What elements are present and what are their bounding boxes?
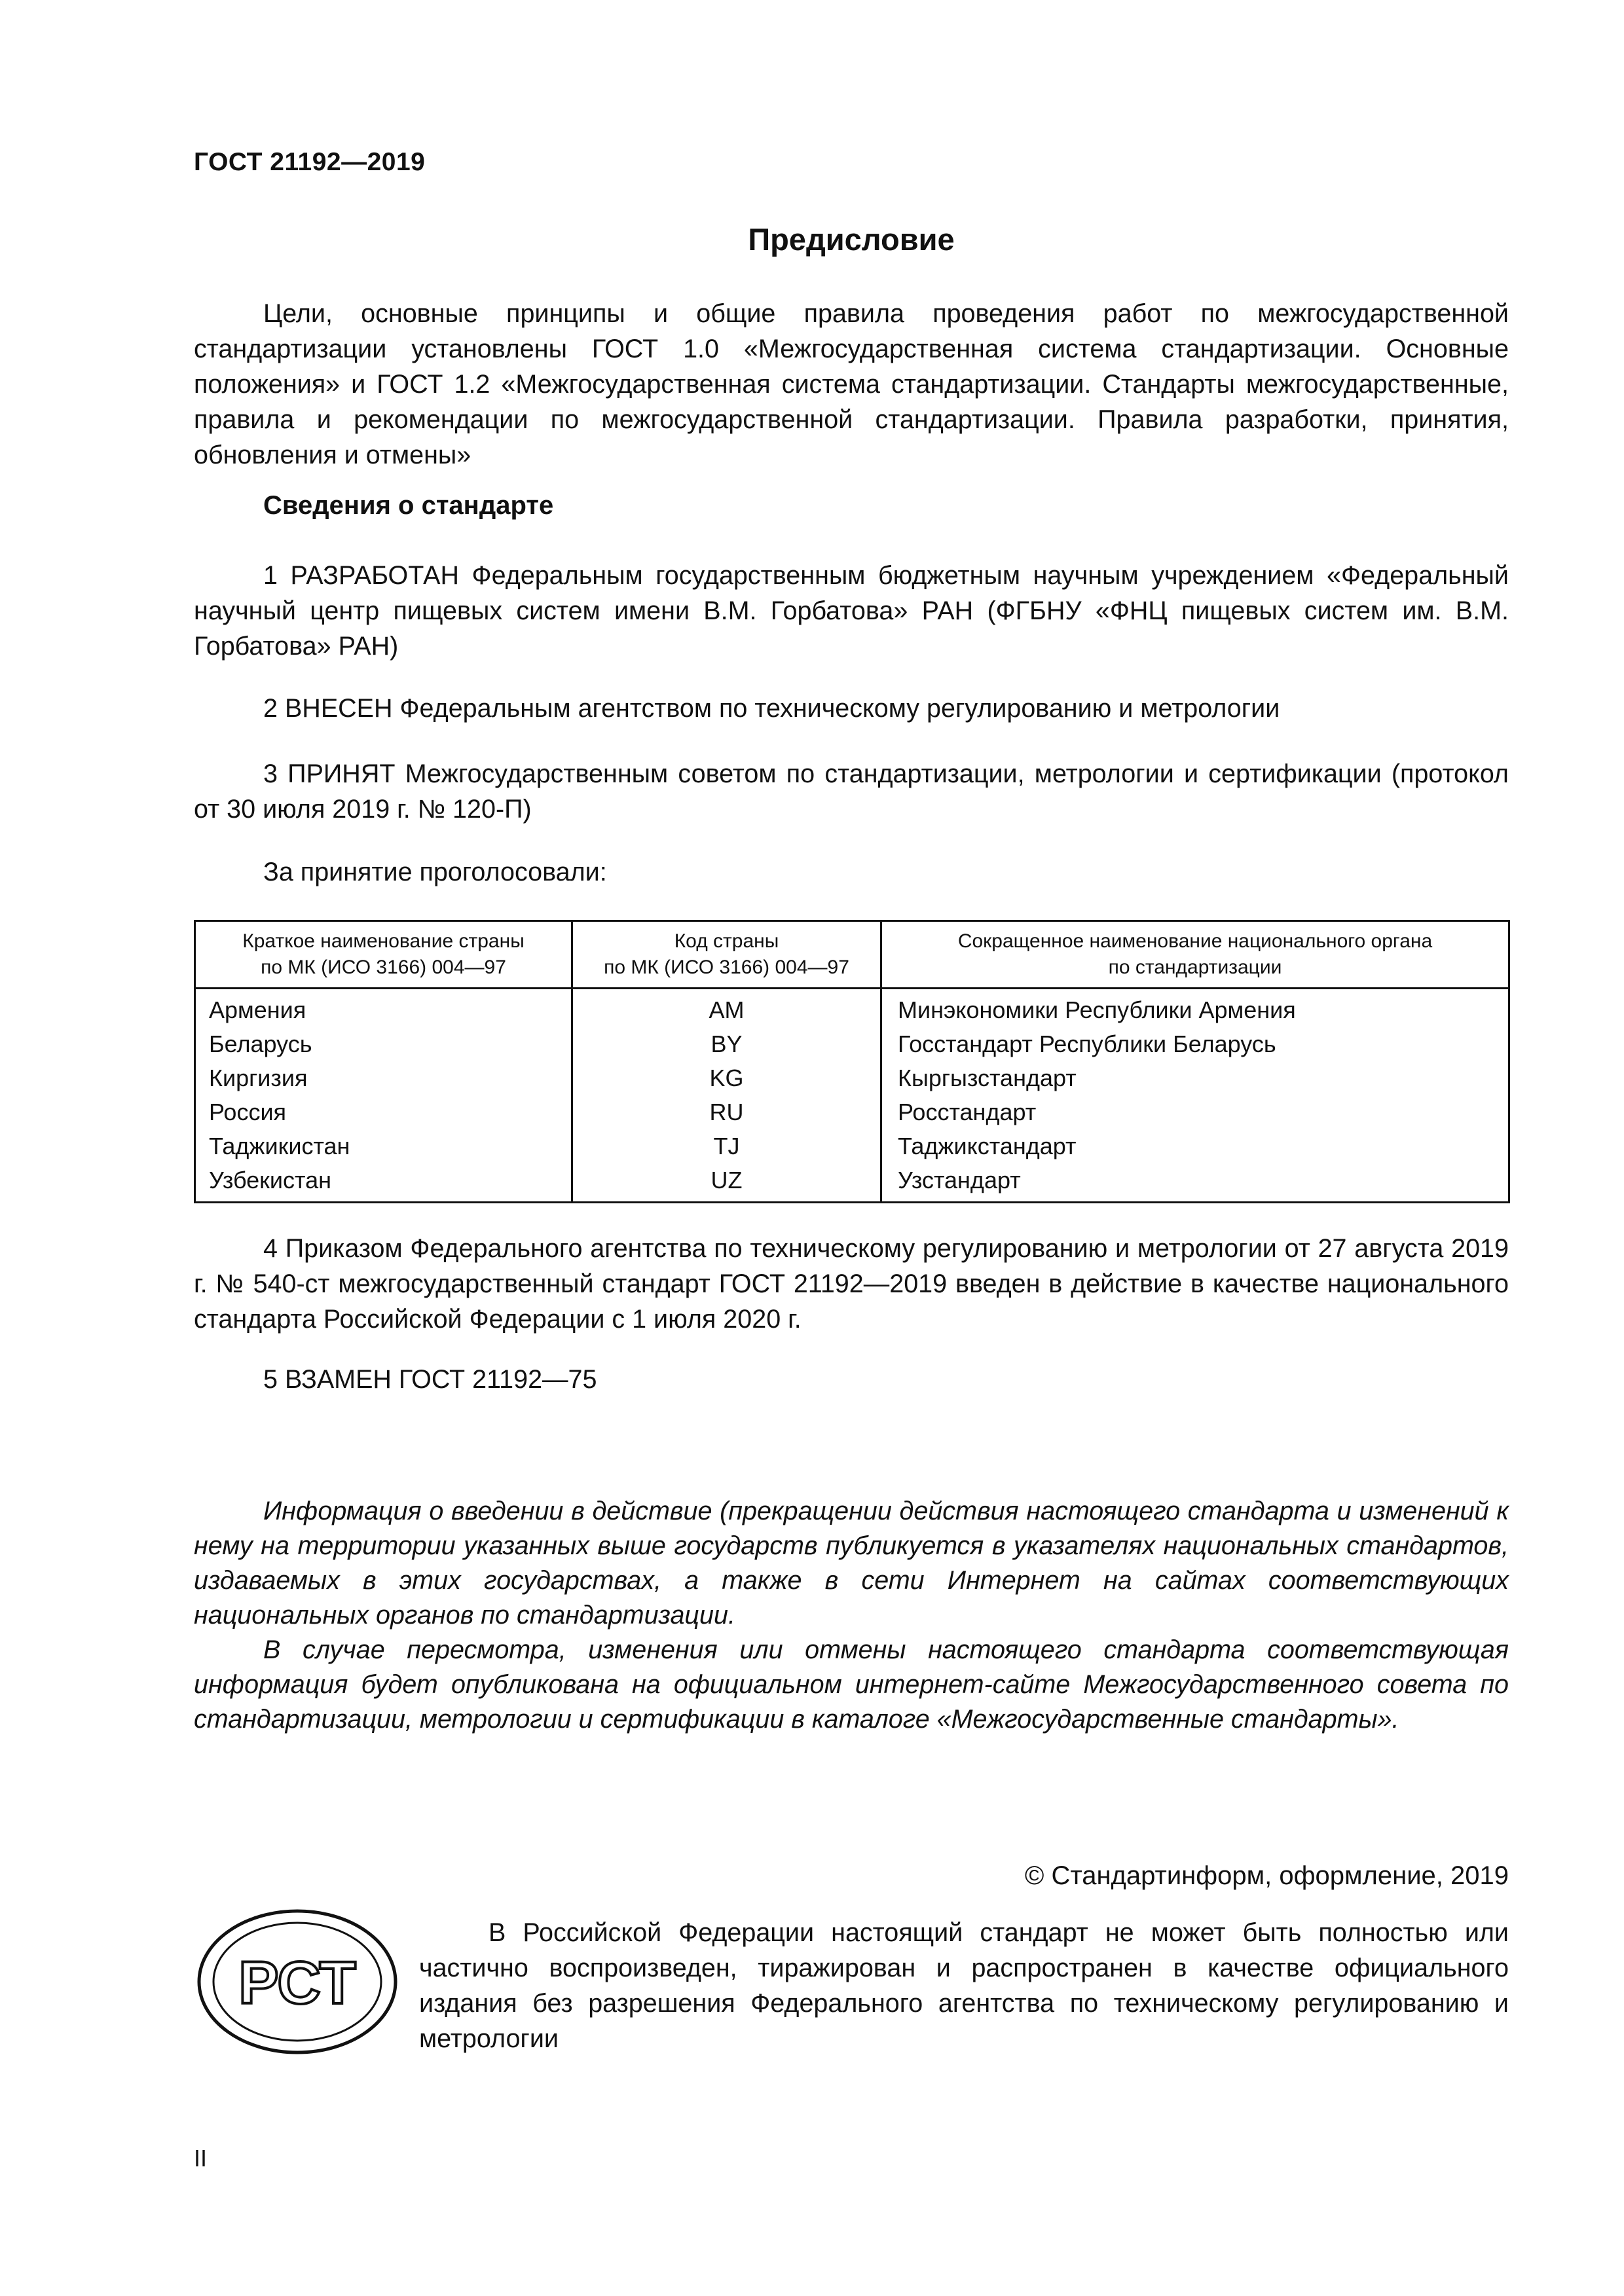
- page-number: II: [194, 2145, 208, 2172]
- vote-label: За принятие проголосовали:: [263, 858, 607, 886]
- copyright-notice-text: В Российской Федерации настоящий стандарт не может быть полностью или частично воспроизведен, тиражирован и распространен в качестве официального издания без разрешения Федерального агентства по техническому регулированию и метрологии: [419, 1918, 1509, 2053]
- item-2-paragraph: [194, 691, 1509, 726]
- table-row: [195, 1061, 1509, 1095]
- national-body-cell: Минэкономики Республики Армения: [881, 989, 1509, 1028]
- country-cell: Армения: [195, 989, 572, 1028]
- intro-text: Цели, основные принципы и общие правила проведения работ по межгосударственной стандартизации установлены ГОСТ 1.0 «Межгосударственная система стандартизации. Основные положения» и ГОСТ 1.2 «Межгосударственная система стандартизации. Стандарты межгосударственные, правила и рекомендации по межгосударственной стандартизации. Правила разработки, принятия, обновления и отмены»: [194, 299, 1509, 469]
- info-note-1: [194, 1494, 1509, 1633]
- country-code-header: [572, 921, 881, 989]
- item-2-text: 2 ВНЕСЕН Федеральным агентством по техническому регулированию и метрологии: [263, 694, 1280, 723]
- item-3-text: 3 ПРИНЯТ Межгосударственным советом по стандартизации, метрологии и сертификации (протокол от 30 июля 2019 г. № 120-П): [194, 759, 1509, 824]
- item-3-paragraph: [194, 756, 1509, 827]
- code-cell: UZ: [572, 1163, 881, 1203]
- standard-info-heading: Сведения о стандарте: [263, 491, 554, 520]
- code-cell: BY: [572, 1027, 881, 1061]
- country-cell: Таджикистан: [195, 1129, 572, 1163]
- table-row: [195, 989, 1509, 1028]
- national-body-cell: Госстандарт Республики Беларусь: [881, 1027, 1509, 1061]
- code-cell: RU: [572, 1095, 881, 1129]
- national-body-header: [881, 921, 1509, 989]
- country-cell: Киргизия: [195, 1061, 572, 1095]
- logo-lettering: РСТ: [238, 1950, 356, 2016]
- country-cell: Узбекистан: [195, 1163, 572, 1203]
- copyright-notice: [419, 1915, 1509, 2056]
- country-header-line1: Краткое наименование страны: [242, 930, 525, 952]
- item-4-paragraph: [194, 1231, 1509, 1337]
- item-5-paragraph: [194, 1362, 1509, 1397]
- rst-certification-logo-icon: [194, 1906, 401, 2057]
- code-cell: KG: [572, 1061, 881, 1095]
- table-row: [195, 1129, 1509, 1163]
- national-body-cell: Росстандарт: [881, 1095, 1509, 1129]
- document-code: ГОСТ 21192—2019: [194, 148, 426, 176]
- body-header-line2: по стандартизации: [1108, 957, 1282, 978]
- code-header-line1: Код страны: [674, 930, 779, 952]
- country-header-line2: по МК (ИСО 3166) 004—97: [261, 957, 506, 978]
- info-note-2-text: В случае пересмотра, изменения или отмены настоящего стандарта соответствующая информация будет опубликована на официальном интернет-сайте Межгосударственного совета по стандартизации, метрологии и сертификации в каталоге «Межгосударственные стандарты».: [194, 1635, 1509, 1734]
- table-row: [195, 1095, 1509, 1129]
- code-cell: AM: [572, 989, 881, 1028]
- national-body-cell: Таджикстандарт: [881, 1129, 1509, 1163]
- vote-label-paragraph: [194, 854, 1509, 890]
- national-body-cell: Кыргызстандарт: [881, 1061, 1509, 1095]
- item-1-paragraph: [194, 558, 1509, 664]
- code-cell: TJ: [572, 1129, 881, 1163]
- table-row: [195, 1027, 1509, 1061]
- item-5-text: 5 ВЗАМЕН ГОСТ 21192—75: [263, 1365, 597, 1394]
- info-note-1-text: Информация о введении в действие (прекращении действия настоящего стандарта и изменений к нему на территории указанных выше государств публикуется в указателях национальных стандартов, издаваемых в этих государствах, а также в сети Интернет на сайтах соответствующих национальных органов по стандартизации.: [194, 1497, 1509, 1630]
- table-row: [195, 1163, 1509, 1203]
- table-header-row: [195, 921, 1509, 989]
- code-header-line2: по МК (ИСО 3166) 004—97: [604, 957, 849, 978]
- country-name-header: [195, 921, 572, 989]
- item-4-text: 4 Приказом Федерального агентства по техническому регулированию и метрологии от 27 августа 2019 г. № 540-ст межгосударственный стандарт ГОСТ 21192—2019 введен в действие в качестве национального стандарта Российской Федерации с 1 июля 2020 г.: [194, 1234, 1509, 1334]
- intro-paragraph: [194, 296, 1509, 473]
- item-1-text: 1 РАЗРАБОТАН Федеральным государственным бюджетным научным учреждением «Федеральный научный центр пищевых систем имени В.М. Горбатова» РАН (ФГБНУ «ФНЦ пищевых систем им. В.М. Горбатова» РАН): [194, 561, 1509, 661]
- country-cell: Россия: [195, 1095, 572, 1129]
- page-title: Предисловие: [748, 222, 955, 257]
- copyright-line: © Стандартинформ, оформление, 2019: [1024, 1861, 1509, 1890]
- votes-table: [194, 920, 1510, 1203]
- body-header-line1: Сокращенное наименование национального органа: [957, 930, 1433, 952]
- country-cell: Беларусь: [195, 1027, 572, 1061]
- info-note-2: [194, 1633, 1509, 1737]
- national-body-cell: Узстандарт: [881, 1163, 1509, 1203]
